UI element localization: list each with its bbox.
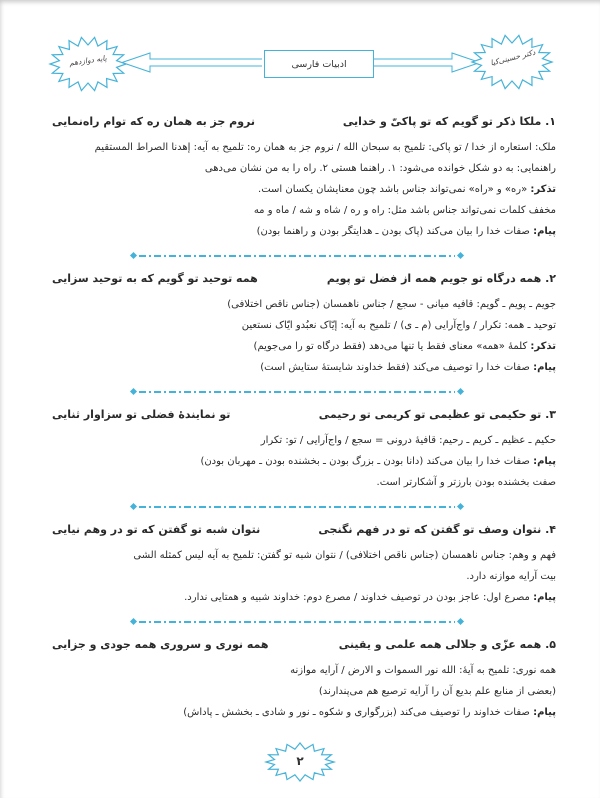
verse-couplet — [38, 267, 556, 291]
analysis-text: کلمهٔ «همه» معنای فقط یا تنها می‌دهد (فقط درگاه تو را می‌جویم) — [253, 341, 531, 352]
verse-hemistich-left: نتوان شبه تو گفتن که تو در وهم نیایی — [52, 523, 261, 536]
analysis-text: بیت آرایه موازنه دارد. — [466, 571, 556, 582]
keyword-label: تذکر: — [530, 341, 556, 352]
analysis-text: صفت بخشنده بودن بارزتر و آشکارتر است. — [376, 477, 556, 488]
analysis-line — [38, 681, 556, 702]
analysis-text: فهم و وهم: جناس ناهمسان (جناس ناقص اختلافی) / نتوان شبه تو گفتن: تلمیح به آیه لیس کمثله الشی — [133, 550, 556, 561]
analysis-text: ملک: استعاره از خدا / تو پاکی: تلمیح به سبحان الله / نروم جز به همان ره: تلمیح به آیه: إهدنا الصراط المستقیم — [94, 142, 556, 153]
analysis-line — [38, 315, 556, 336]
verse-couplet — [38, 633, 556, 657]
course-title-box — [264, 50, 374, 78]
verse-hemistich-left: همه نوری و سروری همه جودی و جزایی — [52, 638, 269, 651]
verse-couplet — [38, 110, 556, 134]
analysis-text: صفات خدا را بیان می‌کند (دانا بودن ـ بزرگ بودن ـ بخشنده بودن ـ مهربان بودن) — [200, 456, 534, 467]
keyword-label: تذکر: — [530, 184, 556, 195]
analysis-text: توحید ـ همه: تکرار / واج‌آرایی (م ـ ی) / تلمیح به آیه: إیّاک نعبُدو ایّاک نستعین — [241, 320, 556, 331]
analysis-text: جویم ـ پویم ـ گویم: قافیه میانی - سجع / جناس ناهمسان (جناس ناقص اختلافی) — [227, 299, 556, 310]
course-title: ادبیات فارسی — [291, 58, 347, 70]
analysis-text: صفات خدا را توصیف می‌کند (فقط خداوند شایستهٔ ستایش است) — [260, 362, 534, 373]
analysis-line — [38, 702, 556, 723]
section-divider — [131, 389, 463, 394]
verse-hemistich-left: همه توحید تو گویم که به توحید سزایی — [52, 272, 258, 285]
analysis-text: صفات خداوند را توصیف می‌کند (بزرگواری و شکوه ـ نور و شادی ـ بخشش ـ پاداش) — [183, 707, 534, 718]
verse-hemistich-right: ۴. نتوان وصف تو گفتن که تو در فهم نگنجی — [318, 523, 556, 536]
verse-hemistich-right: ۳. تو حکیمی تو عظیمی تو کریمی تو رحیمی — [318, 408, 556, 421]
keyword-label: پیام: — [533, 707, 556, 718]
analysis-line — [38, 545, 556, 566]
analysis-line — [38, 451, 556, 472]
analysis-text: مخفف کلمات نمی‌تواند جناس باشد مثل: راه و ره / شاه و شه / ماه و مه — [253, 205, 556, 216]
document-section — [38, 518, 556, 608]
verse-hemistich-left: تو نمایندهٔ فضلی تو سزاوار ثنایی — [52, 408, 231, 421]
dash-dot-line — [139, 506, 455, 508]
dash-dot-line — [139, 255, 455, 257]
analysis-line — [38, 660, 556, 681]
document-section — [38, 110, 556, 242]
verse-hemistich-right: ۲. همه درگاه تو جویم همه از فضل تو پویم — [326, 272, 556, 285]
verse-hemistich-right: ۱. ملکا ذکر تو گویم که تو پاکیّ و خدایی — [342, 115, 556, 128]
analysis-line — [38, 430, 556, 451]
analysis-line — [38, 294, 556, 315]
diamond-icon — [457, 252, 464, 259]
diamond-icon — [130, 503, 137, 510]
analysis-text: مصرع اول: عاجز بودن در توصیف خداوند / مصرع دوم: خداوند شبیه و همتایی ندارد. — [184, 592, 534, 603]
page-footer — [0, 732, 600, 794]
diamond-icon — [457, 503, 464, 510]
diamond-icon — [457, 618, 464, 625]
analysis-text: (بعضی از منابع علم بدیع آن را آرایه ترصیع هم می‌پندارند) — [318, 686, 556, 697]
analysis-line — [38, 221, 556, 242]
analysis-text: راهنمایی: به دو شکل خوانده می‌شود: ۱. راهنما هستی ۲. راه را به من نشان می‌دهی — [204, 163, 556, 174]
grade-badge: پایه دوازدهم — [68, 53, 108, 68]
section-divider — [131, 504, 463, 509]
page-header — [0, 0, 600, 110]
left-arrow-icon — [122, 53, 262, 72]
analysis-line — [38, 158, 556, 179]
section-divider — [131, 253, 463, 258]
analysis-text: حکیم ـ عظیم ـ کریم ـ رحیم: قافیهٔ درونی = سجع / واج‌آرایی / تو: تکرار — [260, 435, 556, 446]
diamond-icon — [130, 252, 137, 259]
analysis-line — [38, 357, 556, 378]
dash-dot-line — [139, 621, 455, 623]
page-number: ۲ — [296, 754, 304, 768]
document-section — [38, 267, 556, 378]
analysis-text: همه نوری: تلمیح به آیهٔ: الله نور السموات و الارض / آرایه موازنه — [290, 665, 556, 676]
analysis-text: «ره» و «راه» نمی‌تواند جناس باشد چون معنایشان یکسان است. — [258, 184, 531, 195]
dash-dot-line — [139, 391, 455, 393]
keyword-label: پیام: — [533, 456, 556, 467]
verse-hemistich-right: ۵. همه عزّی و جلالی همه علمی و یقینی — [338, 638, 556, 651]
analysis-line — [38, 336, 556, 357]
keyword-label: پیام: — [533, 226, 556, 237]
document-section — [38, 403, 556, 493]
diamond-icon — [130, 388, 137, 395]
analysis-line — [38, 179, 556, 200]
keyword-label: پیام: — [533, 362, 556, 373]
analysis-line — [38, 566, 556, 587]
verse-couplet — [38, 518, 556, 542]
right-arrow-icon — [374, 53, 480, 72]
analysis-line — [38, 472, 556, 493]
analysis-text: صفات خدا را بیان می‌کند (پاک بودن ـ هدایتگر بودن و راهنما بودن) — [256, 226, 534, 237]
author-badge: دکتر حسینی‌کیا — [489, 47, 537, 68]
analysis-line — [38, 137, 556, 158]
verse-hemistich-left: نروم جز به همان ره که توام راه‌نمایی — [52, 115, 256, 128]
analysis-line — [38, 587, 556, 608]
analysis-line — [38, 200, 556, 221]
document-section — [38, 633, 556, 723]
diamond-icon — [130, 618, 137, 625]
section-divider — [131, 619, 463, 624]
diamond-icon — [457, 388, 464, 395]
content — [0, 104, 600, 723]
keyword-label: پیام: — [533, 592, 556, 603]
verse-couplet — [38, 403, 556, 427]
